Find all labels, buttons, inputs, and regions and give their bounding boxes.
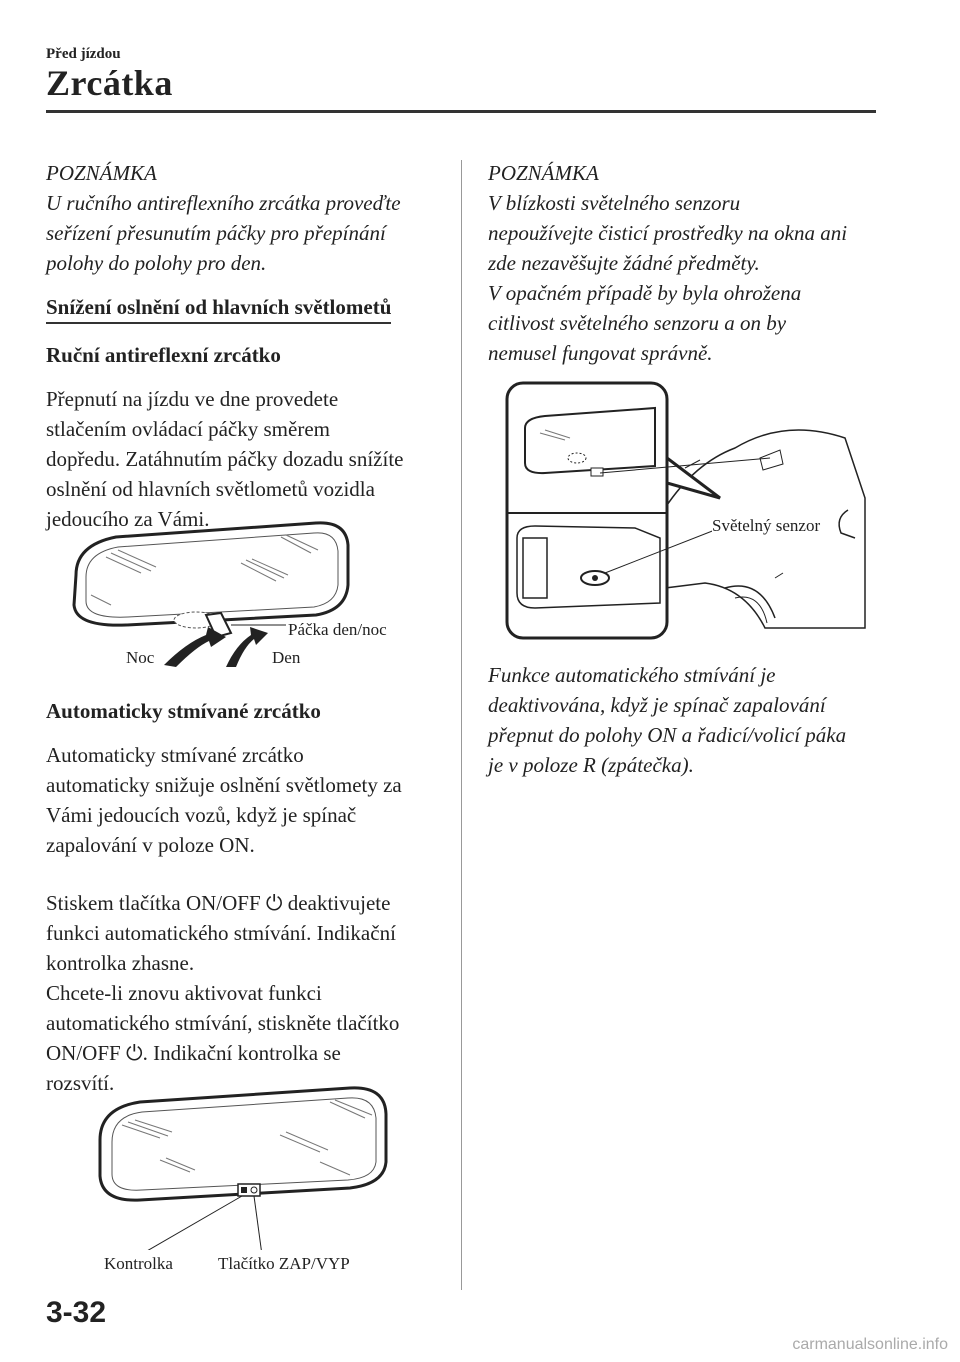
right-note-2-text: Funkce automatického stmívání je deaktivována, když je spínač zapalování přepnut do polohy ON a řadicí/volicí páka je v poloze R (zpátečka). — [488, 663, 847, 777]
label-night: Noc — [126, 648, 155, 667]
note-heading: POZNÁMKA — [46, 161, 157, 185]
auto-p2-last-a: ON/OFF — [46, 1041, 121, 1065]
sensor-figure — [505, 378, 870, 643]
auto-section — [46, 696, 436, 1098]
auto-p2-line1a: Stiskem tlačítka ON/OFF — [46, 891, 261, 915]
label-lever: Páčka den/noc — [288, 620, 387, 639]
manual-mirror-text: Přepnutí na jízdu ve dne provedete stlačením ovládací páčky směrem dopředu. Zatáhnutím páčky dozadu snížíte oslnění od hlavních světlometů vozidla jedoucího za Vámi. — [46, 387, 404, 531]
auto-p2-rest: funkci automatického stmívání. Indikační kontrolka zhasne. Chcete-li znovu aktivovat funkci automatického stmívání, stiskněte tlačítko — [46, 921, 400, 1035]
auto-p2-line1b: deaktivujete — [287, 891, 391, 915]
manual-mirror-figure — [46, 515, 446, 680]
auto-p2-last-b: . Indikační kontrolka se — [142, 1041, 341, 1065]
right-column — [488, 158, 878, 368]
auto-mirror-heading: Automaticky stmívané zrcátko — [46, 699, 321, 723]
label-light-sensor: Světelný senzor — [712, 516, 821, 535]
page-number: 3-32 — [46, 1296, 107, 1329]
footer-watermark: carmanualsonline.info — [792, 1336, 948, 1353]
right-note-heading: POZNÁMKA — [488, 161, 599, 185]
auto-p2-end: rozsvítí. — [46, 1071, 115, 1095]
right-note-text: V blízkosti světelného senzoru nepoužívejte čisticí prostředky na okna ani zde nezavěšujte žádné předměty. V opačném případě by byla ohrožena citlivost světelného senzoru a on by nemusel fungovat správně. — [488, 191, 848, 365]
right-note-2 — [488, 660, 878, 780]
note-text: U ručního antireflexního zrcátka proveďte seřízení přesunutím páčky pro přepínání polohy do polohy pro den. — [46, 191, 401, 275]
auto-paragraph-2 — [46, 888, 436, 1098]
column-divider — [461, 160, 462, 1290]
label-day: Den — [272, 648, 301, 667]
power-icon: ⏻ — [265, 891, 283, 915]
section-label: Před jízdou — [46, 46, 121, 62]
power-icon: ⏻ — [125, 1041, 143, 1065]
left-column — [46, 158, 436, 534]
auto-mirror-figure — [80, 1080, 410, 1250]
auto-mirror-text: Automaticky stmívané zrcátko automaticky snižuje oslnění světlomety za Vámi jedoucích vozů, když je spínač zapalování v poloze ON. — [46, 743, 402, 857]
page-title: Zrcátka — [46, 63, 173, 103]
label-onoff-button: Tlačítko ZAP/VYP — [218, 1254, 350, 1273]
header-rule — [46, 110, 876, 113]
label-indicator: Kontrolka — [104, 1254, 173, 1273]
manual-mirror-heading: Ruční antireflexní zrcátko — [46, 343, 281, 367]
glare-subheading: Snížení oslnění od hlavních světlometů — [46, 294, 391, 324]
